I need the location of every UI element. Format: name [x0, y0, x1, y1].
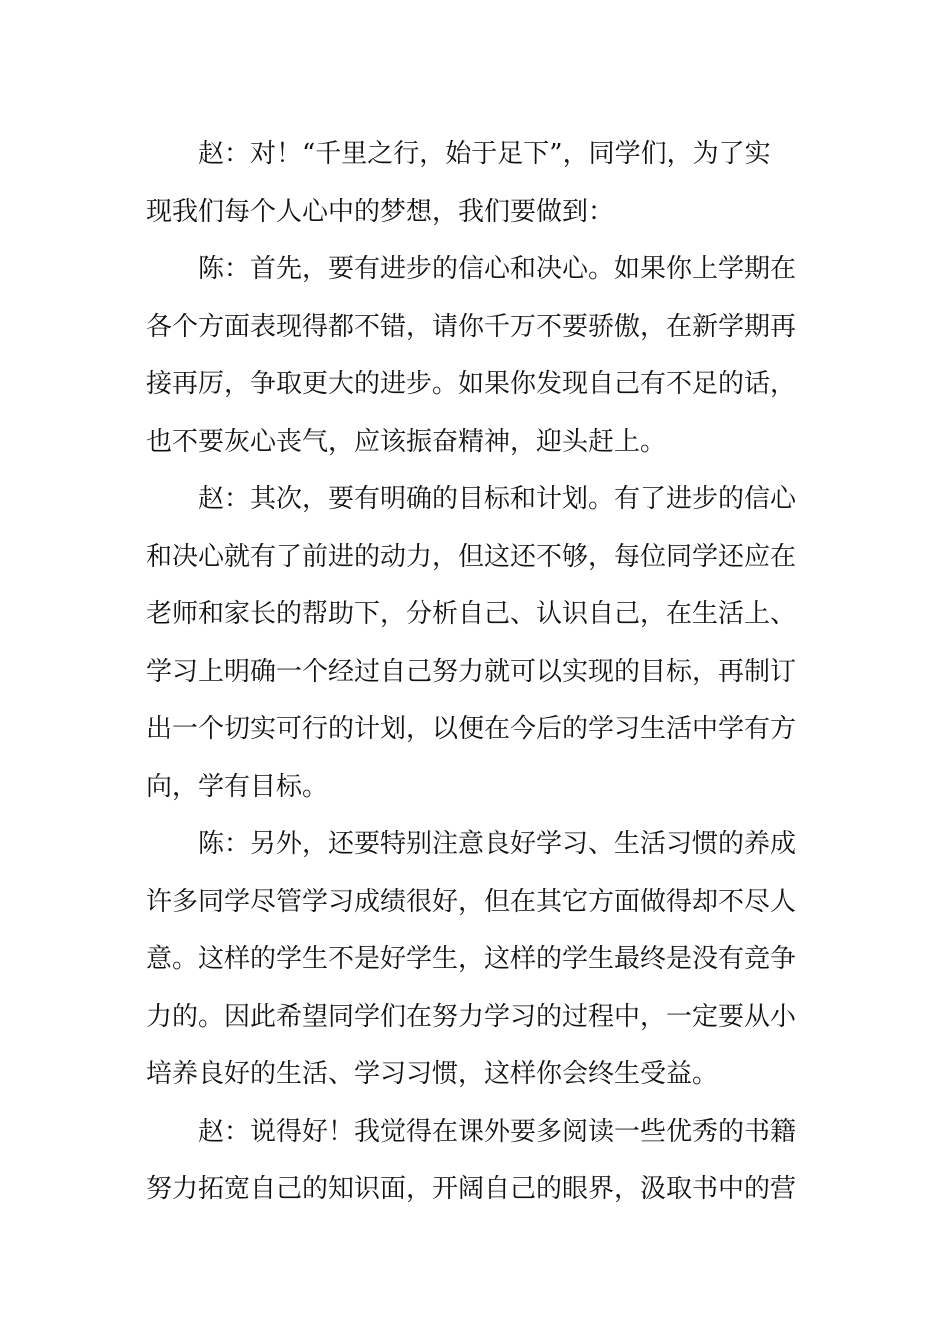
paragraph-line: 意。这样的学生不是好学生，这样的学生最终是没有竞争	[146, 944, 797, 974]
paragraph-line: 努力拓宽自己的知识面，开阔自己的眼界，汲取书中的营	[146, 1174, 797, 1204]
paragraph-line: 赵：对！“千里之行，始于足下”，同学们，为了实	[198, 139, 771, 169]
paragraph-line: 学习上明确一个经过自己努力就可以实现的目标，再制订	[146, 656, 797, 687]
paragraph-line: 赵：说得好！我觉得在课外要多阅读一些优秀的书籍	[198, 1116, 797, 1147]
paragraph-line: 接再厉，争取更大的进步。如果你发现自己有不足的话，	[146, 369, 797, 399]
paragraph-line: 出一个切实可行的计划，以便在今后的学习生活中学有方	[146, 714, 797, 744]
paragraph-line: 许多同学尽管学习成绩很好，但在其它方面做得却不尽人	[146, 886, 797, 917]
paragraph-line: 赵：其次，要有明确的目标和计划。有了进步的信心	[198, 484, 797, 514]
paragraph-line: 现我们每个人心中的梦想，我们要做到：	[146, 196, 615, 227]
paragraph-line: 老师和家长的帮助下，分析自己、认识自己，在生活上、	[146, 599, 797, 629]
paragraph-line: 也不要灰心丧气，应该振奋精神，迎头赶上。	[146, 426, 667, 457]
paragraph-line: 陈：首先，要有进步的信心和决心。如果你上学期在	[198, 254, 797, 284]
paragraph-line: 力的。因此希望同学们在努力学习的过程中，一定要从小	[146, 1001, 797, 1032]
paragraph-line: 培养良好的生活、学习习惯，这样你会终生受益。	[146, 1059, 719, 1089]
paragraph-line: 陈：另外，还要特别注意良好学习、生活习惯的养成	[198, 829, 797, 859]
paragraph-line: 向，学有目标。	[146, 771, 329, 802]
paragraph-line: 和决心就有了前进的动力，但这还不够，每位同学还应在	[146, 541, 797, 572]
document-body	[146, 126, 806, 1219]
paragraph-line: 各个方面表现得都不错，请你千万不要骄傲，在新学期再	[146, 311, 797, 342]
